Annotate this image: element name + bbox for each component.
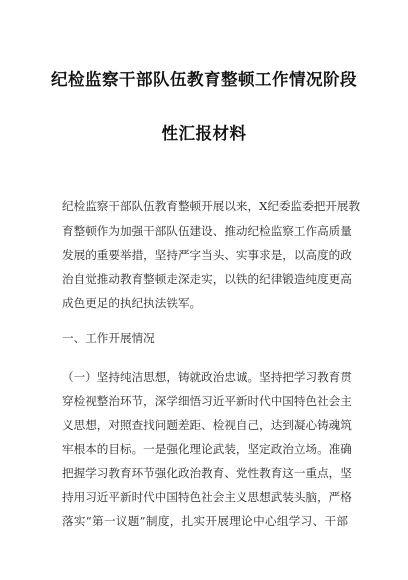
body-line: 义思想，对照查找问题差距、检视自己，达到凝心铸魂筑: [62, 418, 352, 432]
intro-line: 成色更足的执纪执法铁军。: [62, 296, 202, 310]
intro-line: 育整顿作为加强干部队伍建设、推动纪检监察工作高质量: [62, 224, 352, 238]
body-line: （一）坚持纯洁思想，铸就政治忠诚。坚持把学习教育贯: [62, 370, 352, 384]
body-line: 持用习近平新时代中国特色社会主义思想武装头脑，严格: [62, 490, 352, 504]
intro-line: 纪检监察干部队伍教育整顿开展以来，X纪委监委把开展教: [62, 199, 361, 213]
body-line: 落实“第一议题”制度，扎实开展理论中心组学习、干部: [62, 514, 348, 528]
body-line: 牢根本的目标。一是强化理论武装，坚定政治立场。准确: [62, 442, 352, 456]
section-heading: 一、工作开展情况: [62, 331, 155, 345]
document-title-line-2: 性汇报材料: [161, 124, 247, 143]
body-line: 穿检视整治环节，深学细悟习近平新时代中国特色社会主: [62, 394, 352, 408]
intro-line: 发展的重要举措，坚持严字当头、实事求是，以高度的政: [62, 248, 352, 262]
intro-line: 治自觉推动教育整顿走深走实，以铁的纪律锻造纯度更高: [62, 272, 352, 286]
body-line: 把握学习教育环节强化政治教育、党性教育这一重点，坚: [62, 466, 352, 480]
document-title-line-1: 纪检监察干部队伍教育整顿工作情况阶段: [51, 70, 357, 89]
